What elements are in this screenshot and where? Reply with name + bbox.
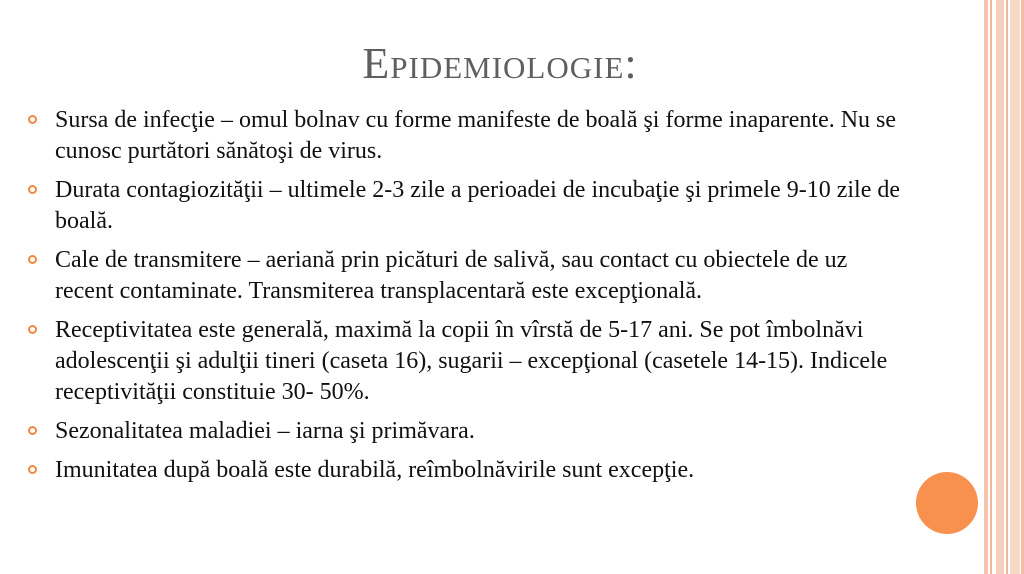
bullet-ring-icon: [28, 255, 37, 264]
bullet-ring-icon: [28, 325, 37, 334]
list-item: [28, 315, 908, 408]
list-item: [28, 105, 908, 167]
decorative-circle: [916, 472, 978, 534]
bullet-text: Receptivitatea este generală, maximă la copii în vîrstă de 5-17 ani. Se pot îmbolnăvi adolescenţii şi adulţii tineri (caseta 16), sugarii – excepţional (casetele 14-15). Indicele receptivităţii constituie 30- 50%.: [55, 317, 888, 405]
bullet-text: Durata contagiozităţii – ultimele 2-3 zile a perioadei de incubaţie şi primele 9-10 zile de boală.: [55, 177, 901, 234]
list-item: [28, 416, 908, 447]
bullet-ring-icon: [28, 465, 37, 474]
bullet-list: [28, 105, 908, 494]
bullet-text: Imunitatea după boală este durabilă, reîmbolnăvirile sunt excepţie.: [55, 457, 695, 483]
list-item: [28, 455, 908, 486]
bullet-ring-icon: [28, 185, 37, 194]
bullet-ring-icon: [28, 426, 37, 435]
bullet-text: Sezonalitatea maladiei – iarna şi primăvara.: [55, 418, 475, 444]
bullet-text: Sursa de infecţie – omul bolnav cu forme manifeste de boală şi forme inaparente. Nu se cunosc purtători sănătoşi de virus.: [55, 107, 897, 164]
list-item: [28, 175, 908, 237]
list-item: [28, 245, 908, 307]
slide-title: Epidemiologie:: [362, 39, 638, 88]
bullet-text: Cale de transmitere – aeriană prin picături de salivă, sau contact cu obiectele de uz recent contaminate. Transmiterea transplacentară este excepţională.: [55, 247, 848, 304]
bullet-ring-icon: [28, 115, 37, 124]
